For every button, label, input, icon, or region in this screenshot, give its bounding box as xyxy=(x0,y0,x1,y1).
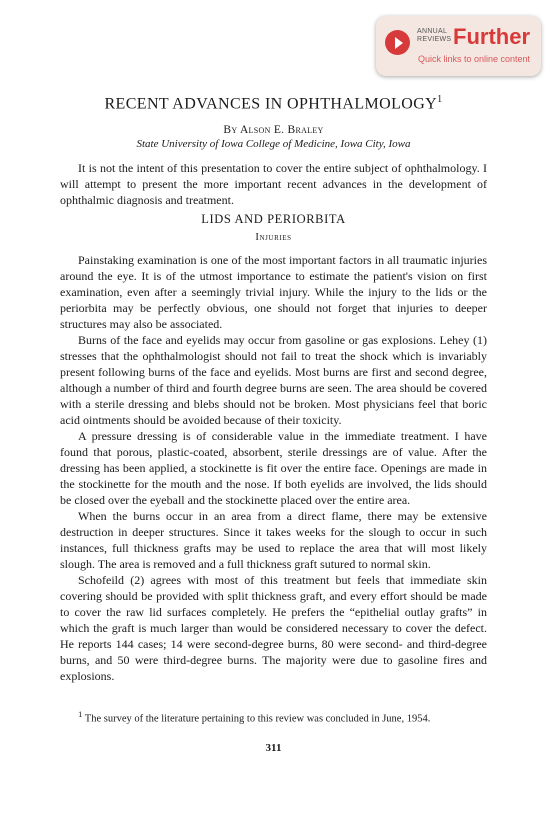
further-title: Further xyxy=(453,24,530,49)
annual-reviews-logo: ANNUAL REVIEWS xyxy=(417,28,452,43)
paragraph: When the burns occur in an area from a direct flame, there may be extensive destruction in deeper structures. Since it takes weeks for the slough to occur in such instances, full thickness grafts may be used to replace the area that will most likely slough. The area is removed and a full thickness graft sutured to normal skin. xyxy=(60,509,487,571)
subsection-heading: Injuries xyxy=(255,232,292,243)
footnote: $^1$ The survey of the literature pertaining to this review was concluded in June, 1954. xyxy=(78,709,431,725)
play-icon xyxy=(385,30,410,55)
article-title: RECENT ADVANCES IN OPHTHALMOLOGY$^1$ xyxy=(104,94,443,113)
footnote-mark: 1 xyxy=(78,709,83,719)
title-footnote-mark[interactable]: 1 xyxy=(437,94,443,105)
affiliation: State University of Iowa College of Medicine, Iowa City, Iowa xyxy=(136,138,411,150)
further-subtitle[interactable]: Quick links to online content xyxy=(418,54,531,64)
intro-paragraph: It is not the intent of this presentation to cover the entire subject of ophthalmology. I will attempt to present the more important recent advances in the development of ophthalmic diagnosis and treatment. xyxy=(60,161,487,207)
paragraph: Burns of the face and eyelids may occur from gasoline or gas explosions. Lehey (1) stresses that the ophthalmologist should not fail to treat the shock which is invariably present following burns of the face and eyelids. Most burns are first and second degree, although a number of third and fourth degree burns are seen. The area should be covered with a sterile dressing and blebs should not be broken. Most physicians feel that boric acid ointments should be avoided because of their toxicity. xyxy=(60,333,487,427)
further-badge[interactable] xyxy=(376,16,541,76)
paragraph: Painstaking examination is one of the most important factors in all traumatic injuries around the eye. It is of the utmost importance to estimate the patient's vision on first examination, even after a seemingly trivial injury. While the injury to the lids or the periorbita may be perfectly obvious, one should not forget that injuries to deeper structures may also be associated. xyxy=(60,253,487,331)
page-number: 311 xyxy=(265,742,282,754)
body-text xyxy=(60,252,487,684)
author-line: By Alson E. Braley xyxy=(223,124,324,136)
section-heading: LIDS AND PERIORBITA xyxy=(201,212,346,226)
paragraph: A pressure dressing is of considerable value in the immediate treatment. I have found that porous, plastic-coated, absorbent, sterile dressings are of value. After the dressing has been applied, a stockinette is fit over the entire face. Openings are made in the stockinette for the mouth and the nose. If both eyelids are involved, the lids should be closed over the eyeball and the stockinette placed over the entire area. xyxy=(60,429,487,507)
paragraph: Schofeild (2) agrees with most of this treatment but feels that immediate skin covering should be provided with split thickness graft, and every effort should be made to cover the raw lid surfaces completely. He prefers the “epithelial outlay grafts” in which the graft is much larger than would be considered necessary to cover the defect. He reports 144 cases; 14 were second-degree burns, 80 were second- and third-degree burns, and 50 were third-degree burns. The majority were due to gasoline fires and explosions. xyxy=(60,573,487,683)
